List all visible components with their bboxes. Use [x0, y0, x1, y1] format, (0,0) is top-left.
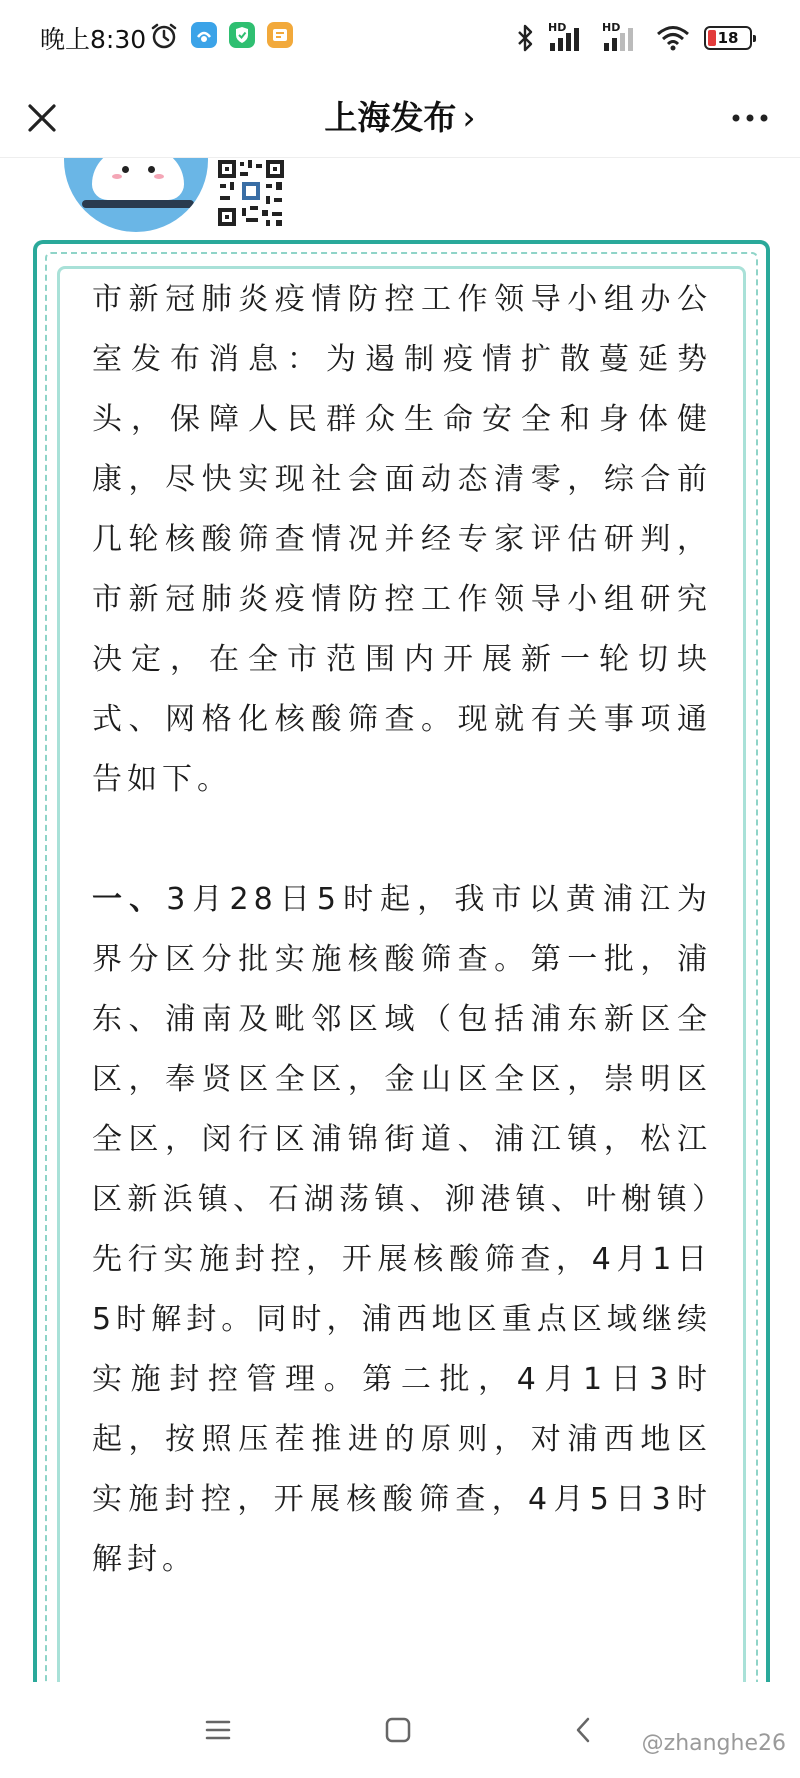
- article-body: [92, 270, 712, 1590]
- article-paragraph: [92, 270, 712, 810]
- battery-icon: [704, 26, 752, 50]
- paragraph-text: 3月28日5时起，我市以黄浦江为界分区分批实施核酸筛查。第一批，浦东、浦南及毗邻区域（包括浦东新区全区，奉贤区全区，金山区全区，崇明区全区，闵行区浦锦街道、浦江镇，松江区新浜镇、石湖荡镇、泖港镇、叶榭镇）先行实施封控，开展核酸筛查，4月1日5时解封。同时，浦西地区重点区域继续实施封控管理。第二批，4月1日3时起，按照压茬推进的原则，对浦西地区实施封控，开展核酸筛查，4月5日3时解封。: [92, 882, 713, 1577]
- signal-2-icon: [602, 23, 642, 53]
- qr-code-icon: [216, 158, 286, 228]
- alarm-clock-icon: [150, 22, 178, 50]
- menu-icon[interactable]: [204, 1716, 232, 1744]
- paragraph-text: 市新冠肺炎疫情防控工作领导小组办公室发布消息：为遏制疫情扩散蔓延势头，保障人民群众生命安全和身体健康，尽快实现社会面动态清零，综合前几轮核酸筛查情况并经专家评估研判，市新冠肺炎疫情防控工作领导小组研究决定，在全市范围内开展新一轮切块式、网格化核酸筛查。现就有关事项通告如下。: [92, 282, 712, 797]
- status-bar: [0, 0, 800, 78]
- signal-1-icon: [548, 23, 588, 53]
- bluetooth-icon: [516, 23, 534, 53]
- status-right-group: [516, 22, 752, 54]
- paragraph-lead: 一、: [92, 882, 167, 917]
- article-header-images: [0, 158, 800, 238]
- article-paragraph: [92, 870, 712, 1590]
- notes-app-icon: [266, 21, 294, 49]
- home-icon[interactable]: [384, 1716, 412, 1744]
- security-shield-icon: [228, 21, 256, 49]
- status-time: 晚上8:30: [40, 25, 147, 54]
- signal-2-label: HD: [602, 21, 621, 34]
- signal-1-label: HD: [548, 21, 567, 34]
- nav-bar: [0, 78, 800, 158]
- account-title-link[interactable]: [0, 92, 800, 139]
- system-nav-bar: [0, 1682, 800, 1778]
- wifi-icon: [656, 24, 690, 52]
- battery-level: 18: [717, 29, 739, 47]
- watermark: @zhanghe26: [641, 1731, 786, 1756]
- more-options-icon[interactable]: [730, 108, 770, 128]
- app-notification-icon: [190, 21, 218, 49]
- chevron-right-icon: ›: [462, 98, 476, 137]
- page-title: 上海发布: [324, 98, 457, 137]
- back-icon[interactable]: [570, 1716, 598, 1744]
- mascot-avatar: [64, 158, 208, 232]
